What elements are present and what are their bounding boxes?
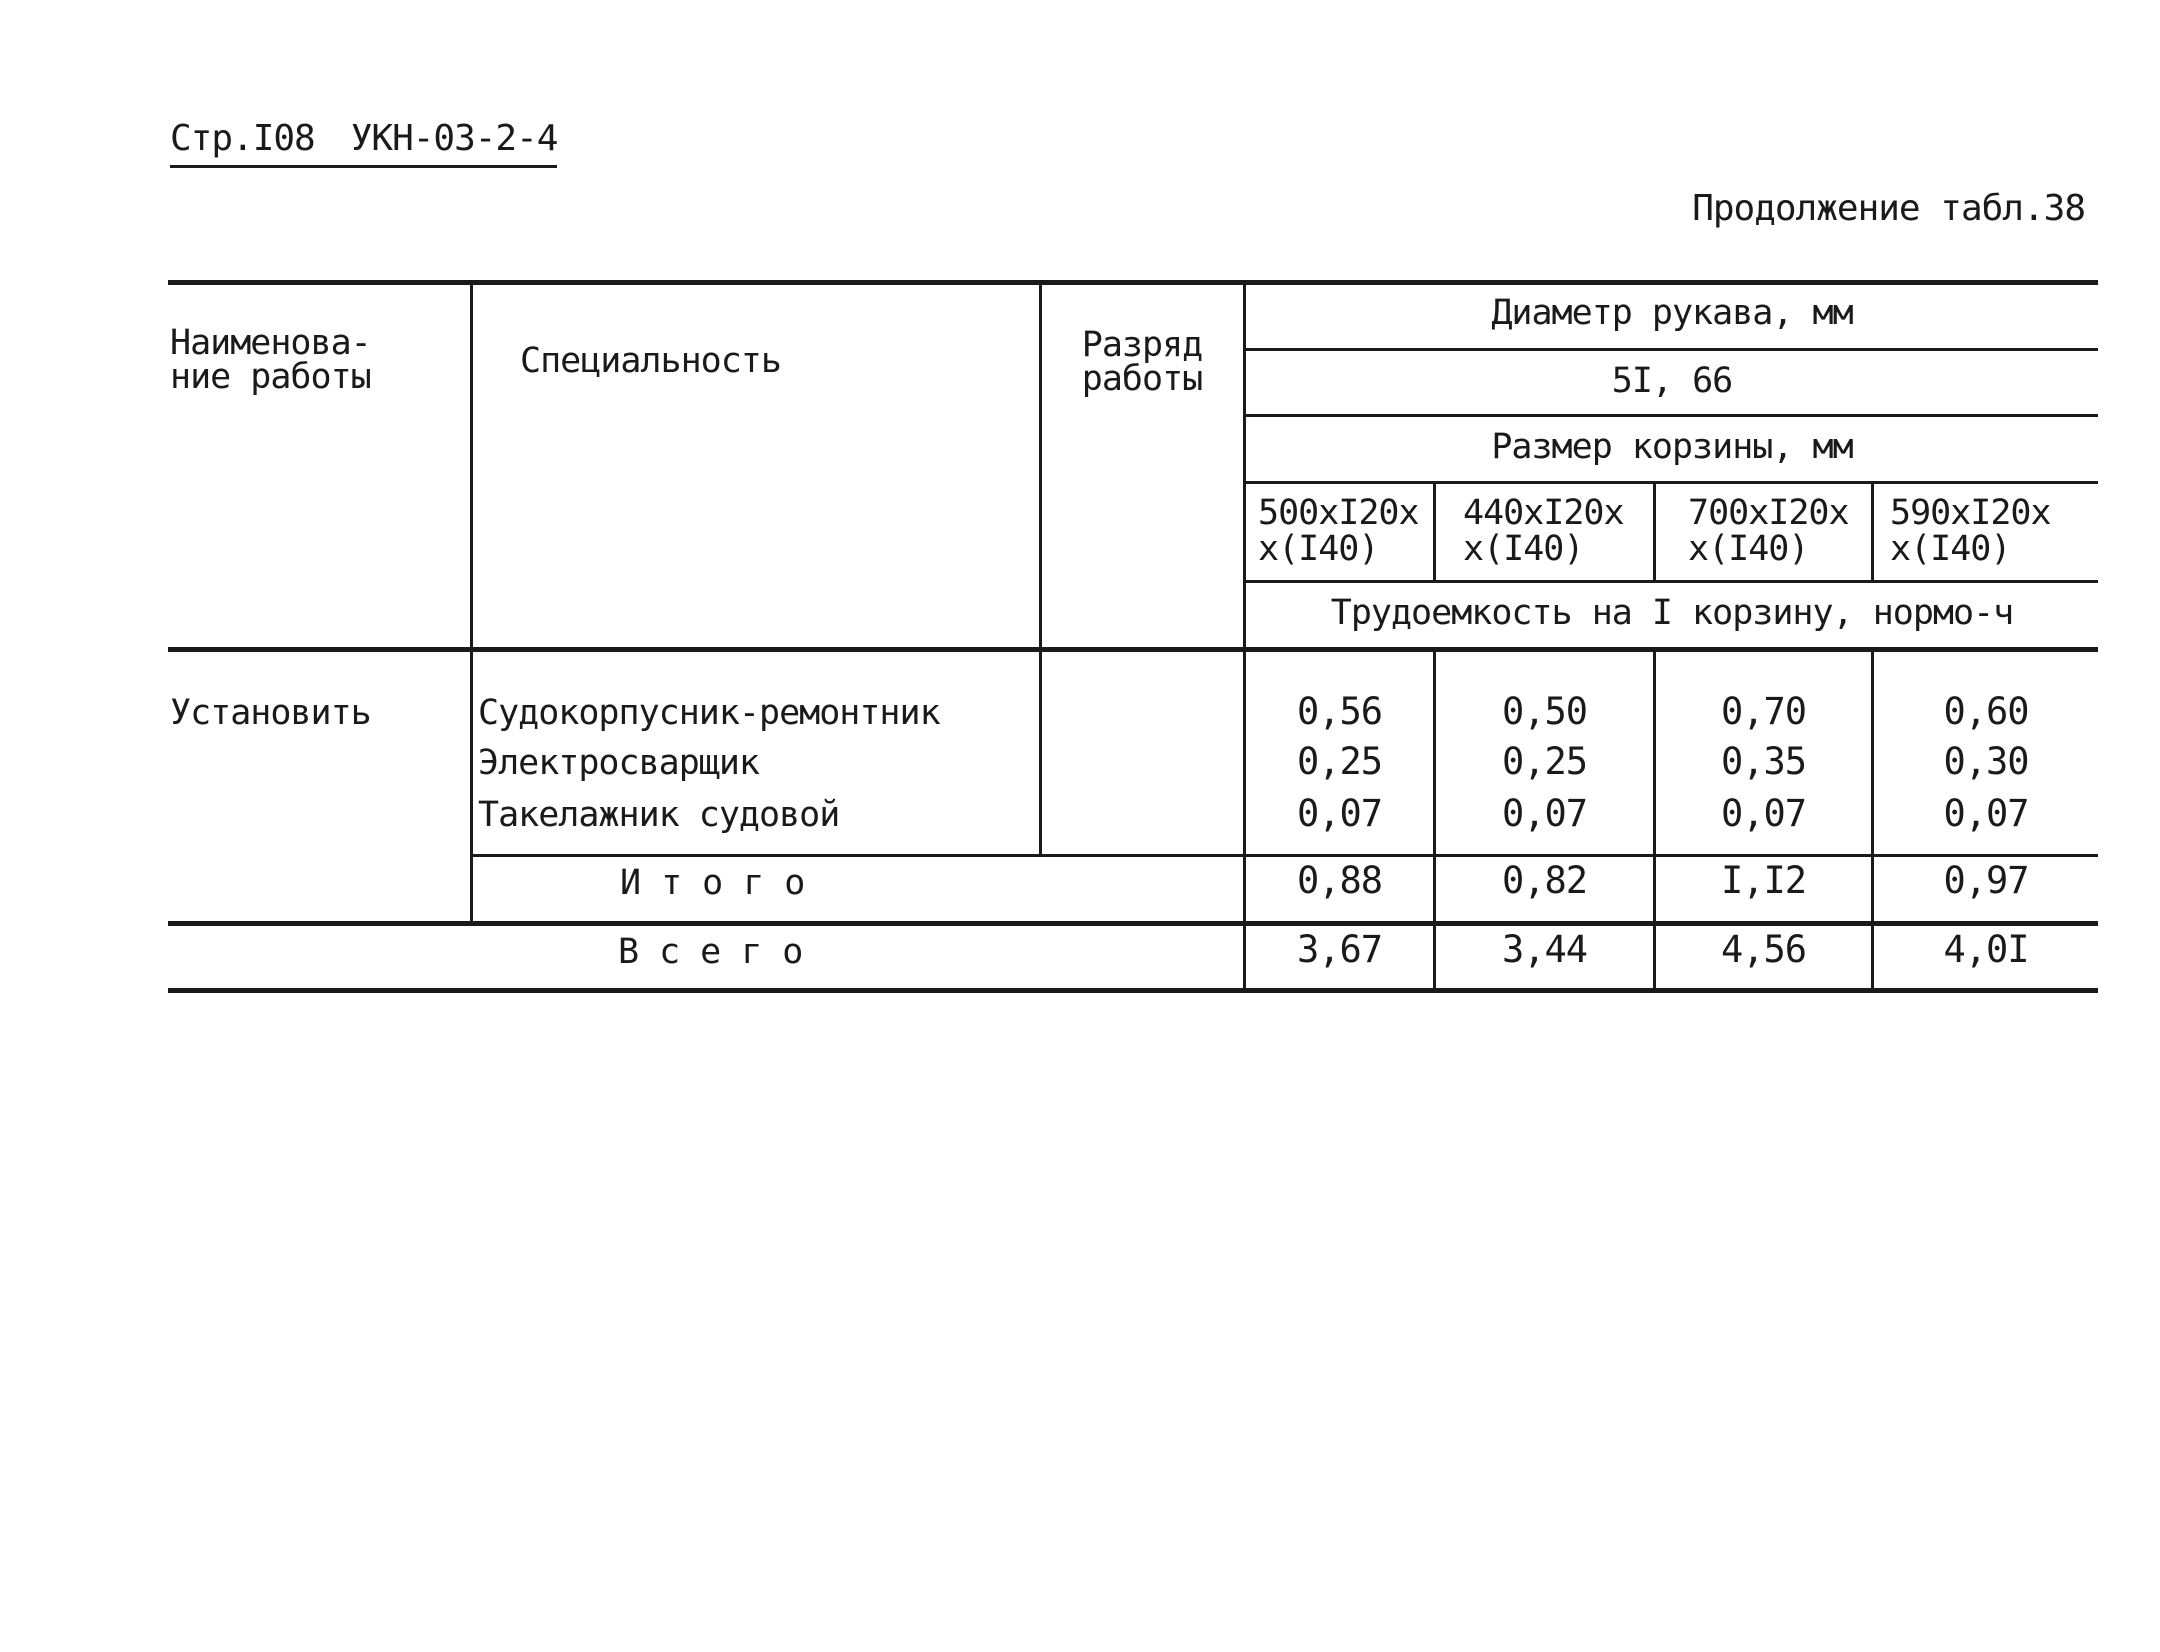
specialty-row-3: Такелажник судовой [478, 795, 840, 835]
header-specialty: Специальность [520, 341, 781, 381]
value-r2-c1: 0,25 [1296, 740, 1383, 783]
value-r2-c3: 0,35 [1720, 740, 1807, 783]
table-bottom-rule [168, 988, 2098, 993]
header-diameter-value: 5I, 66 [1611, 361, 1733, 401]
value-r3-c3: 0,07 [1720, 792, 1807, 835]
divider-col-3-4 [1871, 481, 1874, 582]
document-code: УКН-03-2-4 [350, 118, 558, 159]
basket-size-4-line2: x(I40) [1890, 529, 2011, 569]
divider-col-2-3 [1653, 481, 1656, 582]
table-top-rule [168, 280, 2098, 285]
value-r2-c2: 0,25 [1501, 740, 1588, 783]
header-grade-line2: работы [1081, 359, 1203, 399]
basket-size-2-line1: 440xI20x [1463, 493, 1624, 533]
total-label: Всего [618, 932, 824, 972]
total-c3: 4,56 [1720, 928, 1807, 971]
subtotal-c3: I,I2 [1720, 859, 1807, 902]
rule-under-basket-title [1243, 481, 2098, 484]
header-work-name-line2: ние работы [170, 357, 371, 397]
value-r1-c2: 0,50 [1501, 690, 1588, 733]
specialty-row-2: Электросварщик [478, 743, 760, 783]
table-continuation-label: Продолжение табл.38 [1692, 188, 2085, 229]
total-c1: 3,67 [1296, 928, 1383, 971]
divider-name-specialty [470, 280, 473, 923]
rule-under-basket-sizes [1243, 580, 2098, 583]
basket-size-4-line1: 590xI20x [1890, 493, 2051, 533]
total-c4: 4,0I [1943, 928, 2029, 971]
rule-above-total [168, 921, 2098, 926]
value-r1-c4: 0,60 [1943, 690, 2029, 733]
subtotal-label: Итого [620, 863, 826, 903]
value-r1-c1: 0,56 [1296, 690, 1383, 733]
subtotal-c4: 0,97 [1943, 859, 2029, 902]
work-name: Установить [170, 693, 371, 733]
divider-col-1-2 [1433, 481, 1436, 582]
basket-size-2-line2: x(I40) [1463, 529, 1584, 569]
page-number: Стр.I08 [170, 118, 315, 159]
header-bottom-rule [168, 647, 2098, 652]
value-r1-c3: 0,70 [1720, 690, 1807, 733]
specialty-row-1: Судокорпусник-ремонтник [478, 693, 940, 733]
subtotal-c2: 0,82 [1501, 859, 1588, 902]
header-grade-line1: Разряд [1081, 325, 1203, 365]
value-r3-c4: 0,07 [1943, 792, 2029, 835]
rule-under-diameter-value [1243, 414, 2098, 417]
header-labor-title: Трудоемкость на I корзину, нормо-ч [1330, 593, 2014, 633]
value-r3-c2: 0,07 [1501, 792, 1588, 835]
basket-size-3-line1: 700xI20x [1688, 493, 1849, 533]
basket-size-1-line1: 500xI20x [1258, 493, 1419, 533]
header-work-name-line1: Наименова- [170, 323, 371, 363]
header-basket-title: Размер корзины, мм [1491, 427, 1853, 467]
total-c2: 3,44 [1501, 928, 1588, 971]
basket-size-3-line2: x(I40) [1688, 529, 1809, 569]
rule-above-subtotal [470, 854, 2098, 857]
value-r3-c1: 0,07 [1296, 792, 1383, 835]
value-r2-c4: 0,30 [1943, 740, 2029, 783]
labor-table [168, 280, 2098, 992]
page-reference [170, 118, 557, 168]
rule-under-diameter-title [1243, 348, 2098, 351]
header-diameter-title: Диаметр рукава, мм [1491, 293, 1853, 333]
subtotal-c1: 0,88 [1296, 859, 1383, 902]
basket-size-1-line2: x(I40) [1258, 529, 1379, 569]
